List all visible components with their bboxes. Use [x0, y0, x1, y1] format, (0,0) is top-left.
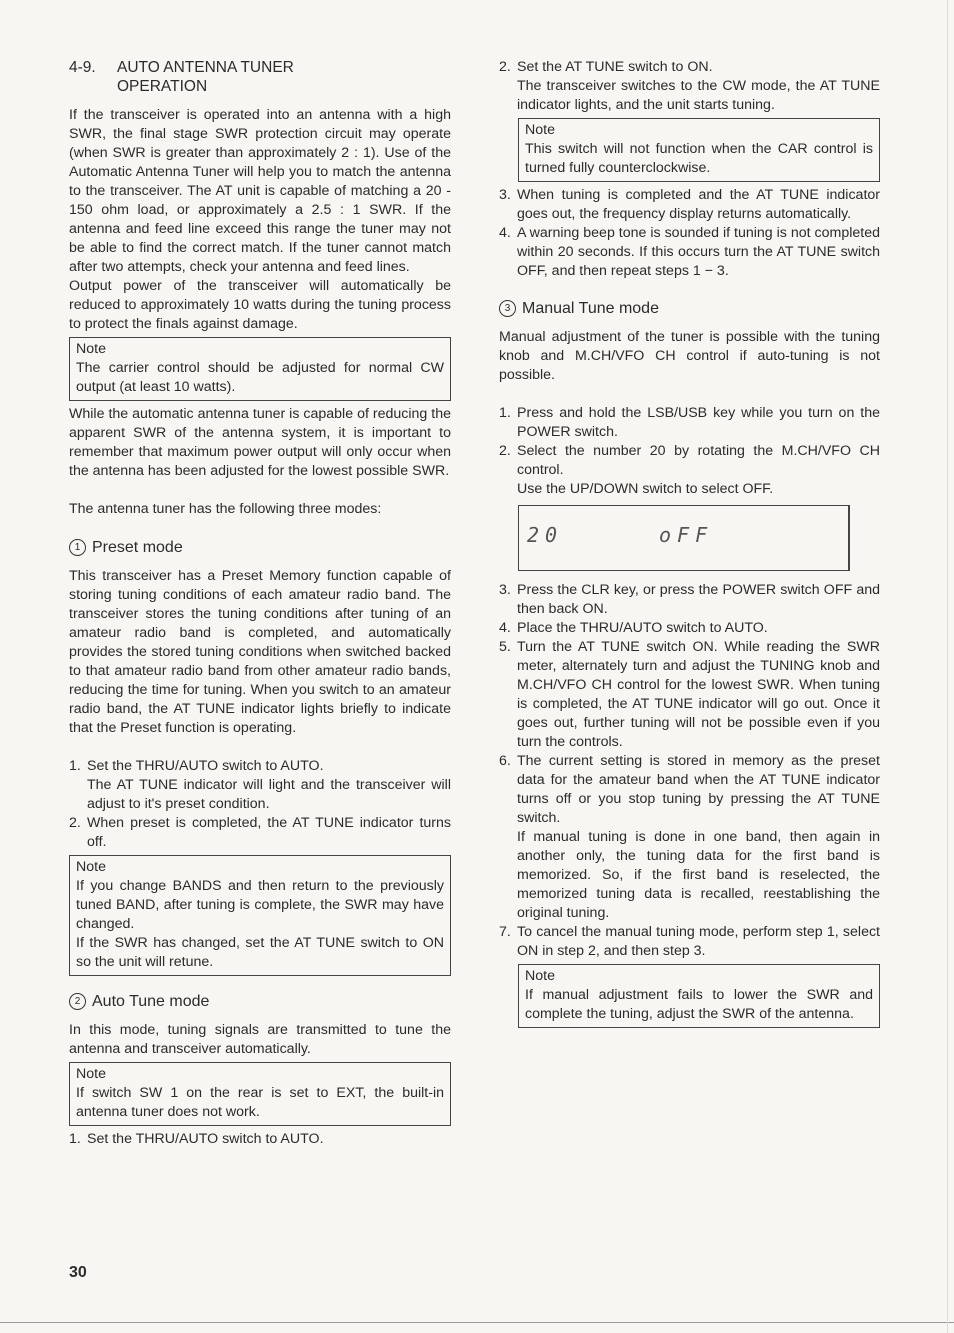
list-item [499, 224, 880, 281]
list-item [69, 814, 451, 852]
step-number: 3. [499, 187, 511, 203]
preset-mode-title [69, 538, 451, 557]
intro-note [69, 337, 451, 401]
step-text: A warning beep tone is sounded if tuning is not completed within 20 seconds. If this occurs turn the AT TUNE switch OFF, and then repeat steps 1 − 3. [517, 225, 880, 279]
step-text-cont: Use the UP/DOWN switch to select OFF. [517, 481, 774, 497]
intro-paragraph-1: If the transceiver is operated into an antenna with a high SWR, the final stage SWR protection circuit may operate (when SWR is greater than approximately 2 : 1). Use of the Automatic Antenna Tuner will help you to match the antenna to the transceiver. The AT unit is capable of matching a 20 - 150 ohm load, or approximately a 2.5 : 1 SWR. If the antenna and feed line exceed this range the tuner may not be able to find the correct match. If the tuner cannot match after two attempts, check your antenna and feed lines. [69, 107, 451, 275]
intro-paragraph-2: Output power of the transceiver will automatically be reduced to approximately 10 watts during the tuning process to protect the finals against damage. [69, 278, 451, 332]
list-item [499, 619, 880, 638]
auto-title-text: Auto Tune mode [92, 993, 210, 1010]
auto-note [69, 1062, 451, 1126]
list-item [499, 923, 880, 961]
left-column [69, 58, 451, 1149]
step-text: Press the CLR key, or press the POWER switch OFF and then back ON. [517, 582, 880, 617]
step-text: Select the number 20 by rotating the M.CH/VFO CH control. [517, 443, 880, 478]
intro-paragraph-4: The antenna tuner has the following three modes: [69, 501, 382, 517]
preset-steps [69, 757, 451, 852]
preset-title-text: Preset mode [92, 539, 183, 556]
list-item [499, 581, 880, 619]
list-item [69, 1130, 451, 1149]
lcd-menu-value: oFF [659, 523, 714, 547]
list-item [499, 58, 880, 115]
note-label: Note [76, 1066, 106, 1082]
auto-note-2 [518, 118, 880, 182]
section-title-line2: OPERATION [117, 78, 208, 95]
step-number: 1. [69, 758, 81, 774]
section-heading [69, 58, 451, 96]
auto-steps-right-2 [499, 186, 880, 281]
preset-note [69, 855, 451, 976]
section-number: 4-9. [69, 59, 96, 76]
step-text-cont: If manual tuning is done in one band, then again in another only, the tuning data for the first band is memorized. So, if the first band is reselected, the memorized tuning data is recalled, reestablishing the original tuning. [517, 829, 880, 921]
note-text: If switch SW 1 on the rear is set to EXT, the built-in antenna tuner does not work. [76, 1085, 444, 1120]
step-text: Set the AT TUNE switch to ON. [517, 59, 713, 75]
step-number: 4. [499, 620, 511, 636]
step-text: Press and hold the LSB/USB key while you turn on the POWER switch. [517, 405, 880, 440]
page-number: 30 [69, 1264, 87, 1281]
step-text-cont: The transceiver switches to the CW mode, the AT TUNE indicator lights, and the unit starts tuning. [517, 78, 880, 113]
step-text: When tuning is completed and the AT TUNE indicator goes out, the frequency display returns automatically. [517, 187, 880, 222]
page-edge [947, 0, 948, 1333]
auto-paragraph: In this mode, tuning signals are transmitted to tune the antenna and transceiver automatically. [69, 1022, 451, 1057]
step-number: 5. [499, 639, 511, 655]
step-number: 3. [499, 582, 511, 598]
step-text: Turn the AT TUNE switch ON. While reading the SWR meter, alternately turn and adjust the TUNING knob and M.CH/VFO CH control for the lowest SWR. When tuning is completed, the AT TUNE indicator will go out. Once it goes out, further tuning will not be possible even if you turn the controls. [517, 639, 880, 750]
step-number: 2. [499, 443, 511, 459]
note-label: Note [76, 859, 106, 875]
list-item [499, 638, 880, 752]
note-label: Note [525, 122, 555, 138]
manual-steps [499, 404, 880, 499]
list-item [499, 404, 880, 442]
manual-paragraph: Manual adjustment of the tuner is possible with the tuning knob and M.CH/VFO CH control if auto-tuning is not possible. [499, 329, 880, 383]
circled-three-icon: 3 [499, 300, 516, 317]
manual-title-text: Manual Tune mode [522, 300, 659, 317]
step-text: Place the THRU/AUTO switch to AUTO. [517, 620, 768, 636]
section-title-line1: AUTO ANTENNA TUNER [117, 59, 294, 76]
preset-paragraph: This transceiver has a Preset Memory function capable of storing tuning conditions of each amateur radio band. The transceiver stores the tuning conditions after tuning of an amateur radio band is completed, and automatically provides the stored tuning conditions when switched backed to that amateur radio band from other amateur radio bands, reducing the time for tuning. When you switch to an amateur radio band, the AT TUNE indicator lights briefly to indicate that the Preset function is operating. [69, 568, 451, 736]
manual-mode-title [499, 299, 880, 318]
manual-note [518, 964, 880, 1028]
note-text: If manual adjustment fails to lower the SWR and complete the tuning, adjust the SWR of the antenna. [525, 987, 873, 1022]
step-text: The current setting is stored in memory as the preset data for the amateur band when the AT TUNE indicator turns off or you stop tuning by pressing the AT TUNE switch. [517, 753, 880, 826]
step-number: 7. [499, 924, 511, 940]
manual-steps-2 [499, 581, 880, 961]
step-text: To cancel the manual tuning mode, perform step 1, select ON in step 2, and then step 3. [517, 924, 880, 959]
circled-two-icon: 2 [69, 993, 86, 1010]
auto-steps-left [69, 1130, 451, 1149]
note-text: This switch will not function when the CAR control is turned fully counterclockwise. [525, 141, 873, 176]
footer-rule [0, 1322, 954, 1323]
auto-mode-title [69, 992, 451, 1011]
list-item [499, 752, 880, 923]
step-number: 1. [499, 405, 511, 421]
auto-steps-right [499, 58, 880, 115]
note-text: The carrier control should be adjusted for normal CW output (at least 10 watts). [76, 360, 444, 395]
list-item [499, 442, 880, 499]
step-number: 2. [499, 59, 511, 75]
step-text-cont: The AT TUNE indicator will light and the transceiver will adjust to it's preset condition. [87, 777, 451, 812]
step-number: 4. [499, 225, 511, 241]
note-text: If the SWR has changed, set the AT TUNE switch to ON so the unit will retune. [76, 935, 444, 970]
intro-paragraph-3: While the automatic antenna tuner is capable of reducing the apparent SWR of the antenna system, it is important to remember that maximum power output will only occur when the antenna has been adjusted for the lowest possible SWR. [69, 406, 451, 479]
note-text: If you change BANDS and then return to the previously tuned BAND, after tuning is complete, the SWR may have changed. [76, 878, 444, 932]
step-text: When preset is completed, the AT TUNE indicator turns off. [87, 815, 451, 850]
note-label: Note [76, 341, 106, 357]
step-number: 6. [499, 753, 511, 769]
step-text: Set the THRU/AUTO switch to AUTO. [87, 758, 324, 774]
step-number: 1. [69, 1131, 81, 1147]
circled-one-icon: 1 [69, 539, 86, 556]
lcd-menu-number: 20 [527, 523, 564, 547]
list-item [499, 186, 880, 224]
note-label: Note [525, 968, 555, 984]
right-column [499, 58, 880, 1032]
lcd-display [518, 505, 850, 571]
list-item [69, 757, 451, 814]
step-number: 2. [69, 815, 81, 831]
step-text: Set the THRU/AUTO switch to AUTO. [87, 1131, 324, 1147]
